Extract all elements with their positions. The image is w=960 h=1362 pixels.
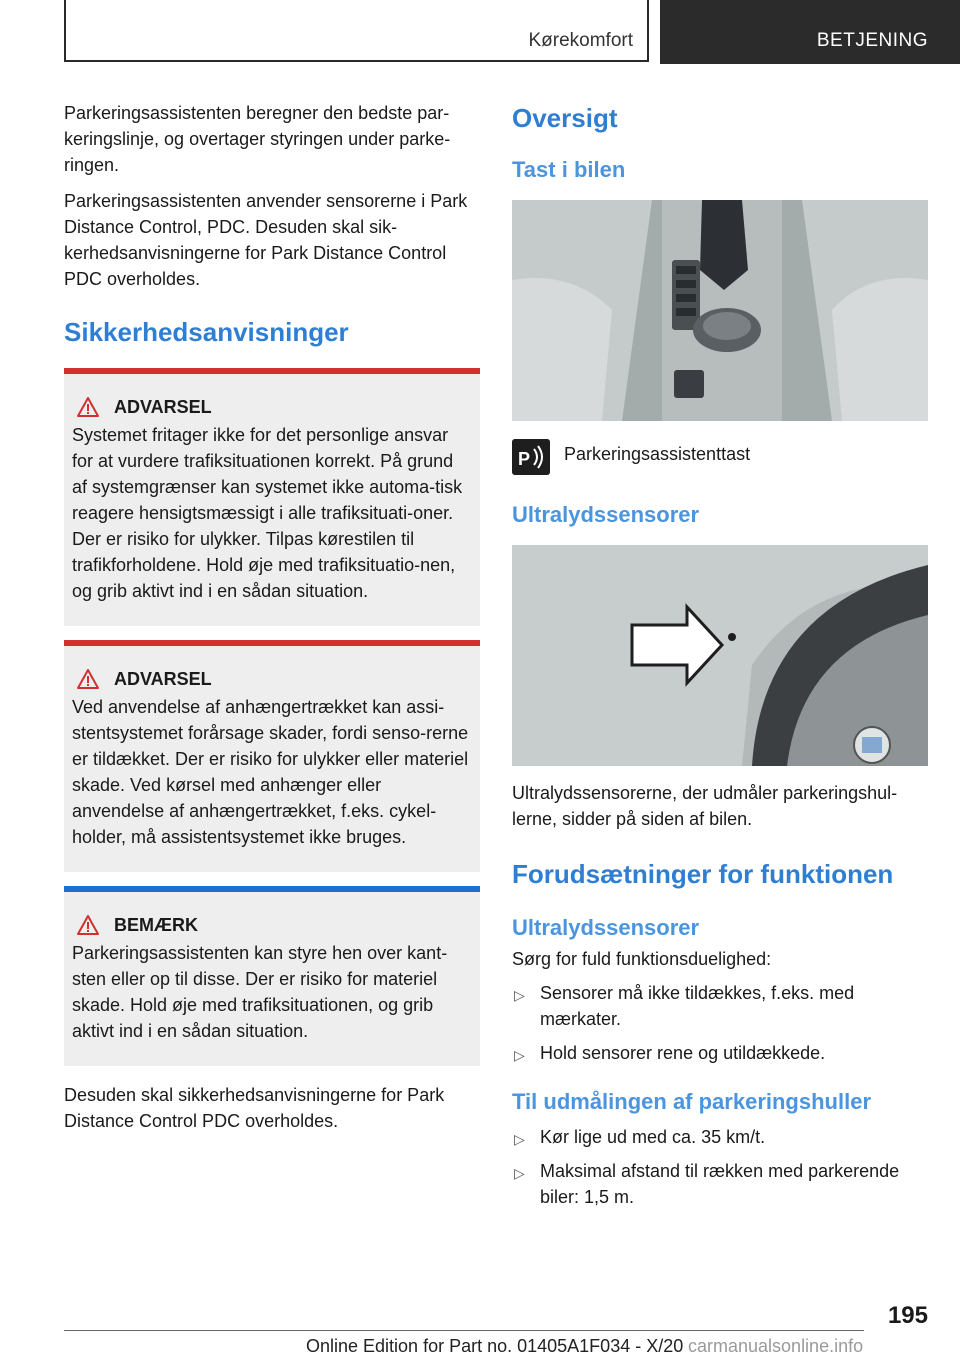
warning-text-1: Systemet fritager ikke for det personlige ansvar for at vurdere trafiksituationen korrekt. På grund af systemgrænser kan systemet ikke automa-tisk reagere hensigtsmæssigt i alle trafiksituati-oner. Der er risiko for ulykker. Tilpas kørestilen til trafikforholdene. Hold øje med trafiksituatio-nen, og grib aktivt ind i en sådan situation. <box>72 425 463 601</box>
safety-heading: Sikkerhedsanvisninger <box>64 317 349 347</box>
intro-paragraph-1: Parkeringsassistenten beregner den bedste par-keringslinje, og overtager styringen under parke-ringen. <box>64 103 451 175</box>
list-item: ▷ Maksimal afstand til rækken med parkerende biler: 1,5 m. <box>514 1161 900 1207</box>
watermark: carmanualsonline.info <box>688 1336 864 1356</box>
header-section: Kørekomfort <box>528 30 633 51</box>
warning-triangle-icon <box>76 668 100 690</box>
sensors-caption: Ultralydssensorerne, der udmåler parkeringshul-lerne, sidder på siden af bilen. <box>512 783 898 829</box>
prereq-intro: Sørg for fuld funktionsduelighed: <box>512 949 772 969</box>
header-chapter-box <box>660 0 960 64</box>
left-column <box>64 100 480 1134</box>
triangle-bullet-icon: ▷ <box>514 1047 525 1063</box>
right-column <box>512 100 928 1210</box>
triangle-bullet-icon: ▷ <box>514 1165 525 1181</box>
list-item: ▷ Hold sensorer rene og utildækkede. <box>512 1040 928 1066</box>
parking-assistant-button-icon <box>512 439 550 475</box>
button-caption: Parkeringsassistenttast <box>564 444 751 464</box>
warning-box-2 <box>64 640 480 872</box>
sensor-photo <box>512 545 928 766</box>
note-box <box>64 886 480 1066</box>
prereq-subheading: Ultralydssensorer <box>512 915 700 940</box>
measure-heading: Til udmålingen af parkeringshuller <box>512 1089 872 1114</box>
svg-text:P: P <box>518 449 531 469</box>
warning-triangle-icon <box>76 396 100 418</box>
measure-list <box>512 1124 928 1210</box>
list-item: ▷ Sensorer må ikke tildækkes, f.eks. med mærkater. <box>514 983 855 1029</box>
list-item: ▷ Kør lige ud med ca. 35 km/t. <box>512 1124 928 1150</box>
triangle-bullet-icon: ▷ <box>514 987 525 1003</box>
overview-heading: Oversigt <box>512 103 618 133</box>
button-heading: Tast i bilen <box>512 157 626 182</box>
triangle-bullet-icon: ▷ <box>514 1131 525 1147</box>
footer-divider <box>64 1330 864 1331</box>
warning-title-1: ADVARSEL <box>114 396 212 417</box>
console-photo <box>512 200 928 421</box>
warning-text-2: Ved anvendelse af anhængertrækket kan assi-stentsystemet forårsage skader, fordi senso-rerne er tildækket. Der er risiko for ulykker eller materiel skade. Ved kørsel med anhænger eller anvendelse af anhængertrækket, f.eks. cykel-holder, må assistentsystemet ikke bruges. <box>72 697 469 847</box>
intro-paragraph-2: Parkeringsassistenten anvender sensorerne i Park Distance Control, PDC. Desuden skal sik-kerhedsanvisningerne for Park Distance Control PDC overholdes. <box>64 191 468 289</box>
prereq-list <box>512 980 928 1066</box>
button-caption-row <box>512 439 928 475</box>
header-section-box <box>64 0 649 62</box>
prereq-heading: Forudsætninger for funktionen <box>512 859 894 889</box>
note-title: BEMÆRK <box>114 914 198 935</box>
warning-title-2: ADVARSEL <box>114 668 212 689</box>
note-text: Parkeringsassistenten kan styre hen over kant-sten eller op til disse. Der er risiko for materiel skade. Hold øje med trafiksituationen, og grib aktivt ind i en sådan situation. <box>72 943 448 1041</box>
edition-note: Online Edition for Part no. 01405A1F034 - X/20 <box>306 1336 684 1356</box>
closing-paragraph: Desuden skal sikkerhedsanvisningerne for Park Distance Control PDC overholdes. <box>64 1085 445 1131</box>
warning-triangle-icon <box>76 914 100 936</box>
header-chapter: BETJENING <box>816 30 928 51</box>
console-illustration <box>512 200 928 421</box>
sensor-illustration <box>512 545 928 766</box>
page-number: 195 <box>887 1302 928 1329</box>
warning-box-1 <box>64 368 480 626</box>
sensors-heading: Ultralydssensorer <box>512 502 700 527</box>
